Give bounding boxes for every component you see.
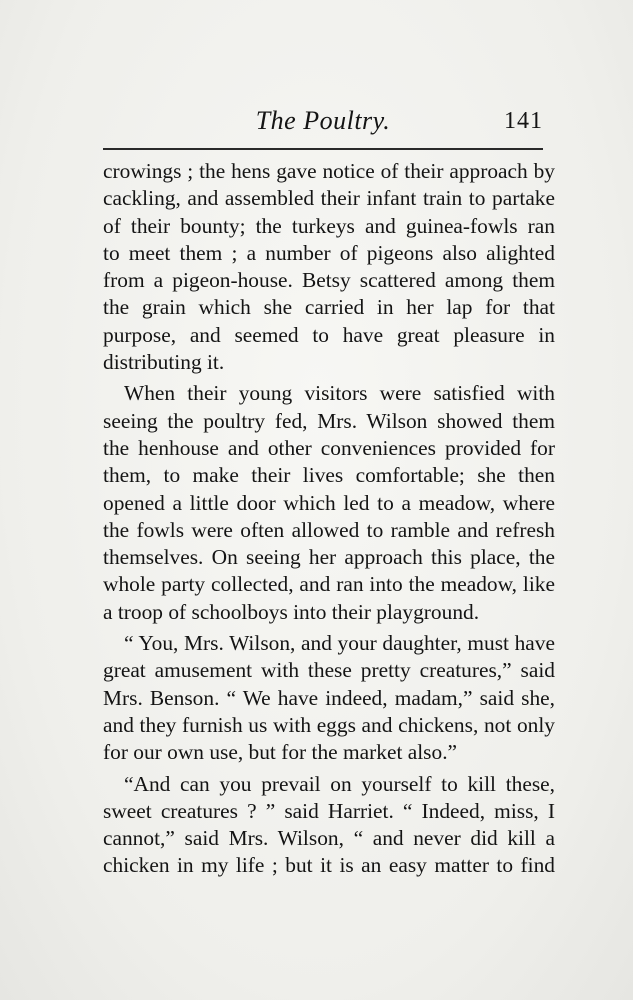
text-line: great amusement with these pretty creatures,” said: [103, 658, 555, 683]
text-line: from a pigeon-house. Betsy scattered among them: [103, 268, 555, 293]
text-line: whole party collected, and ran into the meadow, like: [103, 572, 555, 597]
text-line: a troop of schoolboys into their playground.: [103, 599, 480, 624]
text-line: the fowls were often allowed to ramble and refresh: [103, 517, 555, 542]
text-line: sweet creatures ? ” said Harriet. “ Indeed, miss, I: [103, 798, 555, 823]
paragraph: [103, 158, 555, 376]
text-line: distributing it.: [103, 350, 225, 375]
text-line: “And can you prevail on yourself to kill these,: [124, 771, 555, 796]
text-line: purpose, and seemed to have great pleasure in: [103, 322, 555, 347]
text-line: seeing the poultry fed, Mrs. Wilson showed them: [103, 408, 555, 433]
running-title: The Poultry.: [255, 106, 391, 135]
text-line: for our own use, but for the market also.”: [103, 740, 458, 765]
text-line: and they furnish us with eggs and chickens, not only: [103, 712, 555, 737]
text-line: chicken in my life ; but it is an easy matter to find: [103, 853, 555, 878]
paragraph: [103, 630, 555, 766]
text-line: cackling, and assembled their infant train to partake: [103, 186, 555, 211]
text-line: cannot,” said Mrs. Wilson, “ and never did kill a: [103, 826, 555, 851]
text-line: crowings ; the hens gave notice of their approach by: [103, 159, 555, 183]
body-text: [103, 158, 555, 880]
text-line: them, to make their lives comfortable; she then: [103, 463, 555, 488]
header-rule: [103, 148, 543, 150]
page-number: 141: [504, 108, 543, 134]
page-header: [103, 106, 543, 142]
paragraph: [103, 380, 555, 626]
text-line: to meet them ; a number of pigeons also alighted: [103, 240, 555, 265]
text-line: opened a little door which led to a meadow, where: [103, 490, 555, 515]
text-line: the henhouse and other conveniences provided for: [103, 435, 555, 460]
text-line: “ You, Mrs. Wilson, and your daughter, must have: [124, 631, 555, 656]
paragraph: [103, 771, 555, 880]
text-line: Mrs. Benson. “ We have indeed, madam,” said she,: [103, 685, 555, 710]
text-line: of their bounty; the turkeys and guinea-fowls ran: [103, 213, 555, 238]
text-line: the grain which she carried in her lap for that: [103, 295, 555, 320]
text-line: When their young visitors were satisfied with: [124, 381, 555, 406]
text-line: themselves. On seeing her approach this place, the: [103, 545, 555, 570]
